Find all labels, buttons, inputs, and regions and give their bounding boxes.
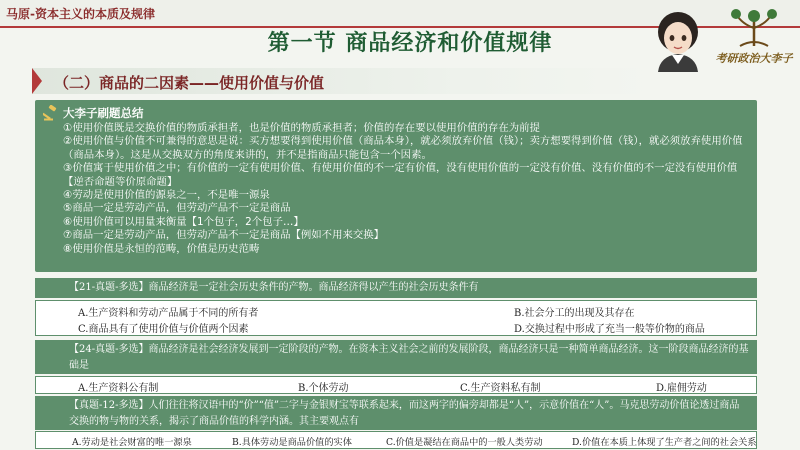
summary-item: ⑧使用价值是永恒的范畴，价值是历史范畴 <box>63 242 260 255</box>
summary-panel <box>35 100 757 272</box>
question-3-stem: 【真题-12-多选】人们往往将汉语中的“价”“值”二字与金银财宝等联系起来，而这两字的偏旁却都是“人”，示意价值在“人”。马克思劳动价值论透过商品交换的物与物的关系，揭示了商品价值的科学内涵。其主要观点有 <box>35 396 757 430</box>
section-title: （二）商品的二因素——使用价值与价值 <box>54 74 325 92</box>
question-3-option-b[interactable]: B.具体劳动是商品价值的实体 <box>232 437 352 448</box>
question-1-stem: 【21-真题-多选】商品经济是一定社会历史条件的产物。商品经济得以产生的社会历史条件有 <box>35 278 757 298</box>
page-title: 第一节 商品经济和价值规律 <box>267 30 553 56</box>
question-1-option-b[interactable]: B.社会分工的出现及其存在 <box>514 308 635 319</box>
question-2-option-b[interactable]: B.个体劳动 <box>298 383 349 394</box>
breadcrumb: 马原-资本主义的本质及规律 <box>6 7 155 21</box>
section-header <box>32 68 652 94</box>
question-2-option-c[interactable]: C.生产资料私有制 <box>460 383 541 394</box>
question-2-option-d[interactable]: D.雇佣劳动 <box>656 383 707 394</box>
section-arrow-icon <box>32 68 42 94</box>
summary-item: ④劳动是使用价值的源泉之一，不是唯一源泉 <box>63 189 270 202</box>
tree-logo-icon <box>712 6 796 50</box>
question-1-option-a[interactable]: A.生产资料和劳动产品属于不同的所有者 <box>78 308 259 319</box>
summary-item: ⑦商品一定是劳动产品，但劳动产品不一定是商品【例如不用来交换】 <box>63 229 385 242</box>
summary-title: 大李子刷题总结 <box>63 106 144 120</box>
avatar <box>648 8 708 72</box>
summary-item: ①使用价值既是交换价值的物质承担者，也是价值的物质承担者；价值的存在要以使用价值的存在为前提 <box>63 122 540 134</box>
question-3-options <box>35 431 757 449</box>
question-3-option-a[interactable]: A.劳动是社会财富的唯一源泉 <box>72 437 192 448</box>
question-2-stem: 【24-真题-多选】商品经济是社会经济发展到一定阶段的产物。在资本主义社会之前的发展阶段，商品经济只是一种简单商品经济。这一阶段商品经济的基础是 <box>35 340 757 374</box>
summary-item: ③价值寓于使用价值之中；有价值的一定有使用价值、有使用价值的不一定有价值，没有使用价值的一定没有价值、没有价值的不一定没有使用价值【逆否命题等价原命题】 <box>63 162 738 188</box>
summary-item: ⑥使用价值可以用量来衡量【1个包子，2个包子…】 <box>63 215 304 228</box>
question-1-options <box>35 300 757 336</box>
brand-name: 考研政治大李子 <box>715 52 793 65</box>
gavel-icon <box>43 105 59 121</box>
question-3-option-c[interactable]: C.价值是凝结在商品中的一般人类劳动 <box>386 437 543 448</box>
summary-list <box>63 122 753 256</box>
question-2-option-a[interactable]: A.生产资料公有制 <box>78 383 159 394</box>
question-2-options <box>35 376 757 394</box>
question-1-option-d[interactable]: D.交换过程中形成了充当一般等价物的商品 <box>514 324 705 335</box>
brand-logo <box>712 6 796 70</box>
summary-item: ②使用价值与价值不可兼得的意思是说：买方想要得到使用价值（商品本身），就必须放弃价值（钱）；卖方想要得到价值（钱），就必须放弃使用价值（商品本身）。这是从交换双方的角度来讲的，并不是指商品只能包含一个因素。 <box>63 135 743 161</box>
question-1-option-c[interactable]: C.商品具有了使用价值与价值两个因素 <box>78 324 249 335</box>
question-3-option-d[interactable]: D.价值在本质上体现了生产者之间的社会关系 <box>572 437 757 448</box>
summary-item: ⑤商品一定是劳动产品，但劳动产品不一定是商品 <box>63 202 291 215</box>
